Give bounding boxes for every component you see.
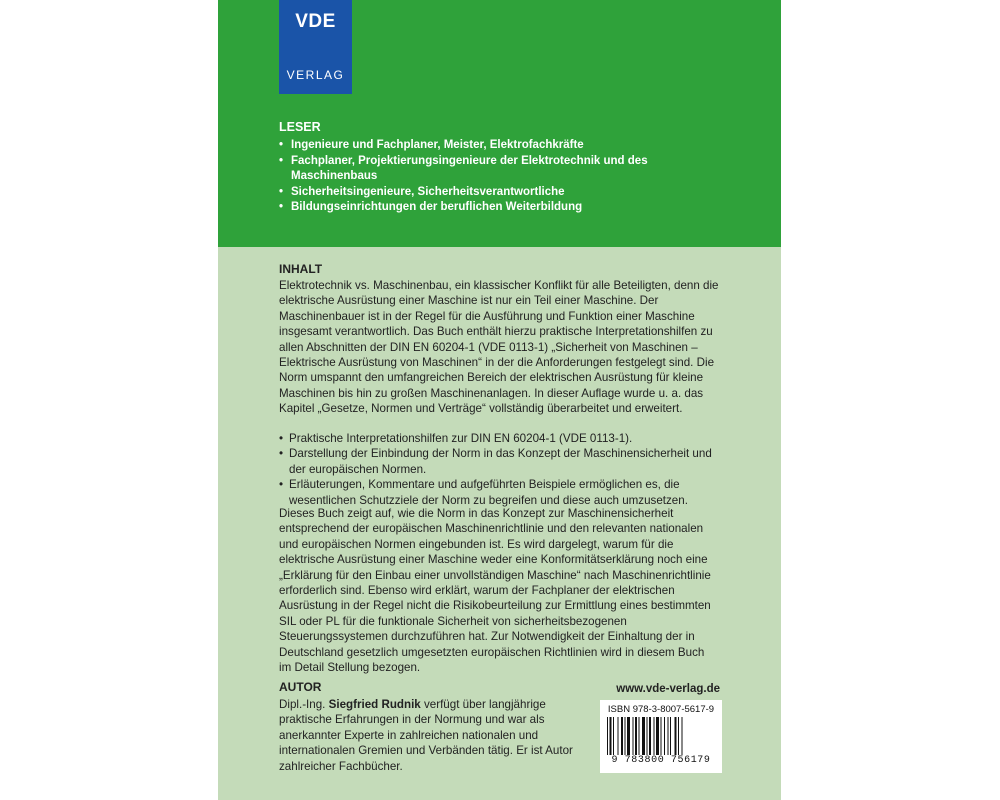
leser-item: • Ingenieure und Fachplaner, Meister, Elektrofachkräfte	[279, 138, 709, 154]
autor-prefix: Dipl.-Ing.	[279, 698, 329, 711]
barcode-bar	[639, 717, 640, 755]
barcode-bar	[633, 717, 634, 755]
barcode-digits: 9 783800 756179	[611, 755, 711, 766]
website-link[interactable]: www.vde-verlag.de	[616, 683, 720, 695]
isbn-label: ISBN 978-3-8007-5617-9	[607, 704, 715, 715]
inhalt-intro: Elektrotechnik vs. Maschinenbau, ein klassischer Konflikt für alle Beteiligten, denn die elektrische Ausrüstung einer Maschine ist nur ein Teil einer Maschine. Der Maschinenbauer ist in der Regel für die Ausführung und Funktion einer Maschine insgesamt verantwortlich. Das Buch enthält hierzu praktische Interpretationshilfen zu allen Abschnitten der DIN EN 60204-1 (VDE 0113-1) „Sicherheit von Maschinen – Elektrische Ausrüstung von Maschinen“ in der die Anforderungen festgelegt sind. Die Norm umspannt den umfangreichen Bereich der elektrischen Ausrüstung für kleine Maschinen bis hin zu großen Maschinenanlagen. In dieser Auflage wurde u. a. das Kapitel „Gesetze, Normen und Verträge“ vollständig überarbeitet und erweitert.	[279, 279, 719, 416]
barcode-bars	[607, 717, 715, 755]
barcode-bar	[625, 717, 626, 755]
barcode-bar	[649, 717, 651, 755]
inhalt-heading: INHALT	[279, 262, 323, 276]
leser-list	[279, 138, 709, 216]
leser-item: • Bildungseinrichtungen der beruflichen Weiterbildung	[279, 200, 709, 216]
barcode-bar	[618, 717, 619, 755]
barcode-bar	[678, 717, 679, 755]
barcode-bar	[610, 717, 612, 755]
leser-item: • Sicherheitsingenieure, Sicherheitsverantwortliche	[279, 185, 709, 201]
barcode-bar	[642, 717, 645, 755]
logo-subbrand: VERLAG	[286, 68, 345, 82]
barcode-bar	[654, 717, 655, 755]
barcode-bar	[664, 717, 665, 755]
inhalt-bullet: • Erläuterungen, Kommentare und aufgeführten Beispiele ermöglichen es, die wesentlichen Schutzziele der Norm zu begreifen und diese auch umzusetzen.	[279, 477, 724, 508]
leser-item: • Fachplaner, Projektierungsingenieure der Elektrotechnik und des Maschinenbaus	[279, 154, 709, 185]
barcode-bar	[656, 717, 659, 755]
barcode-bar	[647, 717, 648, 755]
barcode-bar	[607, 717, 608, 755]
barcode-bar	[635, 717, 637, 755]
barcode-bar	[668, 717, 669, 755]
autor-heading: AUTOR	[279, 680, 322, 694]
book-back-cover	[218, 0, 781, 800]
barcode-bar	[675, 717, 677, 755]
autor-name: Siegfried Rudnik	[328, 698, 421, 711]
barcode-bar	[682, 717, 683, 755]
autor-text	[279, 697, 594, 774]
inhalt-bullet: • Darstellung der Einbindung der Norm in das Konzept der Maschinensicherheit und der europäischen Normen.	[279, 446, 724, 477]
barcode-bar	[621, 717, 623, 755]
vde-verlag-logo	[279, 0, 352, 94]
autor-description: verfügt über langjährige praktische Erfahrungen in der Normung und war als anerkannter Experte in zahlreichen nationalen und internationalen Gremien und Verbänden tätig. Er ist Autor zahlreicher Fachbücher.	[279, 698, 573, 773]
logo-brand: VDE	[295, 11, 336, 32]
barcode-bar	[613, 717, 614, 755]
inhalt-bullet: • Praktische Interpretationshilfen zur DIN EN 60204-1 (VDE 0113-1).	[279, 431, 724, 446]
barcode	[600, 700, 722, 773]
reader-section	[218, 0, 781, 247]
inhalt-body: Dieses Buch zeigt auf, wie die Norm in das Konzept zur Maschinensicherheit entsprechend der europäischen Maschinenrichtlinie und den relevanten nationalen und europäischen Normen eingebunden ist. Es wird dargelegt, warum für die elektrische Ausrüstung einer Maschine weder eine Konformitätserklärung noch eine „Erklärung für den Einbau einer unvollständigen Maschine“ nach Maschinenrichtlinie erforderlich sind. Ebenso wird erklärt, warum der Fachplaner der elektrischen Ausrüstung in der Regel nicht die Risikobeurteilung zur Ermittlung eines bestimmten SIL oder PL für die funktionale Sicherheit von sicherheitsbezogenen Steuerungssystemen durchzuführen hat. Zur Notwendigkeit der Einhaltung der in Deutschland gesetzlich umgesetzten europäischen Richtlinien wird in diesem Buch im Detail Stellung bezogen.	[279, 507, 711, 675]
barcode-bar	[661, 717, 662, 755]
leser-heading: LESER	[279, 120, 321, 134]
inhalt-bullet-list	[279, 431, 724, 508]
barcode-bar	[627, 717, 630, 755]
barcode-bar	[670, 717, 671, 755]
